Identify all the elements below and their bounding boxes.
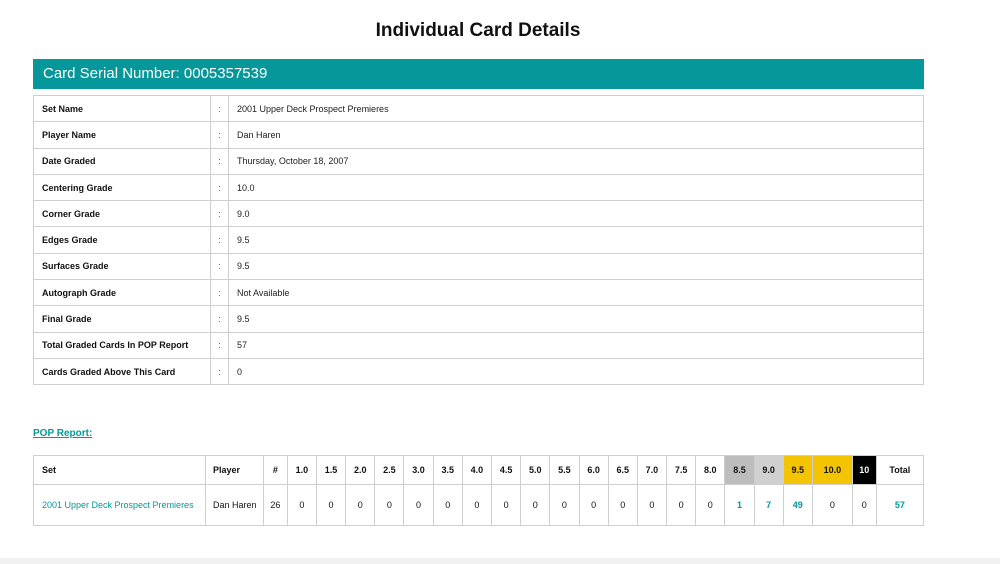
pop-header-cell: 3.0 — [404, 456, 433, 485]
pop-header-cell: 4.0 — [462, 456, 491, 485]
card-serial-header — [33, 59, 924, 89]
detail-value: Not Available — [229, 280, 924, 306]
detail-label: Set Name — [34, 96, 211, 122]
pop-header-cell: 2.5 — [375, 456, 404, 485]
pop-count: 0 — [696, 485, 725, 526]
detail-value: 9.5 — [229, 306, 924, 332]
detail-separator: : — [211, 280, 229, 306]
detail-label: Centering Grade — [34, 174, 211, 200]
detail-row — [34, 227, 924, 253]
pop-count: 0 — [375, 485, 404, 526]
detail-separator: : — [211, 358, 229, 384]
detail-label: Edges Grade — [34, 227, 211, 253]
pop-count-link[interactable]: 57 — [876, 485, 923, 526]
page-title: Individual Card Details — [375, 20, 581, 41]
pop-header-cell: 9.0 — [754, 456, 783, 485]
detail-row — [34, 201, 924, 227]
pop-count-link[interactable]: 49 — [783, 485, 812, 526]
detail-label: Date Graded — [34, 148, 211, 174]
pop-header-cell: 10 — [852, 456, 876, 485]
pop-count: 0 — [462, 485, 491, 526]
detail-label: Corner Grade — [34, 201, 211, 227]
pop-count-link[interactable]: 7 — [754, 485, 783, 526]
pop-header-cell: 5.0 — [521, 456, 550, 485]
detail-label: Cards Graded Above This Card — [34, 358, 211, 384]
detail-value: 9.0 — [229, 201, 924, 227]
card-details-table — [33, 95, 924, 385]
pop-header-cell: 2.0 — [346, 456, 375, 485]
pop-header-cell: 8.5 — [725, 456, 754, 485]
pop-count: 0 — [637, 485, 666, 526]
detail-row — [34, 174, 924, 200]
detail-row — [34, 280, 924, 306]
detail-label: Player Name — [34, 122, 211, 148]
pop-set-link[interactable]: 2001 Upper Deck Prospect Premieres — [34, 485, 206, 526]
detail-label: Final Grade — [34, 306, 211, 332]
pop-count: 0 — [812, 485, 852, 526]
serial-value: 0005357539 — [183, 65, 268, 82]
pop-report-table — [33, 455, 924, 526]
pop-header-cell: 1.5 — [316, 456, 345, 485]
detail-row — [34, 148, 924, 174]
pop-header-cell: 6.0 — [579, 456, 608, 485]
detail-row — [34, 96, 924, 122]
detail-value: 10.0 — [229, 174, 924, 200]
detail-separator: : — [211, 227, 229, 253]
pop-player-name: Dan Haren — [206, 485, 264, 526]
pop-header-cell: Set — [34, 456, 206, 485]
detail-value: Dan Haren — [229, 122, 924, 148]
pop-header-cell: Player — [206, 456, 264, 485]
detail-separator: : — [211, 174, 229, 200]
detail-separator: : — [211, 96, 229, 122]
pop-count: 0 — [667, 485, 696, 526]
pop-count: 0 — [316, 485, 345, 526]
detail-separator: : — [211, 306, 229, 332]
detail-value: 0 — [229, 358, 924, 384]
detail-row — [34, 358, 924, 384]
pop-header-cell: 8.0 — [696, 456, 725, 485]
serial-label: Card Serial Number: — [43, 65, 180, 82]
pop-count: 0 — [433, 485, 462, 526]
detail-row — [34, 253, 924, 279]
pop-header-cell: 3.5 — [433, 456, 462, 485]
detail-separator: : — [211, 253, 229, 279]
pop-header-cell: 9.5 — [783, 456, 812, 485]
pop-header-cell: 7.5 — [667, 456, 696, 485]
table-row — [34, 485, 924, 526]
pop-count: 0 — [346, 485, 375, 526]
pop-count: 0 — [852, 485, 876, 526]
pop-count-link[interactable]: 1 — [725, 485, 754, 526]
pop-header-cell: 10.0 — [812, 456, 852, 485]
detail-value: 9.5 — [229, 253, 924, 279]
detail-label: Total Graded Cards In POP Report — [34, 332, 211, 358]
pop-header-cell: 1.0 — [287, 456, 316, 485]
pop-card-number: 26 — [264, 485, 288, 526]
detail-value: 9.5 — [229, 227, 924, 253]
pop-header-cell: 4.5 — [491, 456, 520, 485]
pop-count: 0 — [287, 485, 316, 526]
detail-separator: : — [211, 201, 229, 227]
pop-header-cell: 7.0 — [637, 456, 666, 485]
detail-separator: : — [211, 122, 229, 148]
pop-header-cell: 6.5 — [608, 456, 637, 485]
detail-value: 2001 Upper Deck Prospect Premieres — [229, 96, 924, 122]
pop-count: 0 — [550, 485, 579, 526]
pop-count: 0 — [521, 485, 550, 526]
pop-header-cell: # — [264, 456, 288, 485]
pop-count: 0 — [404, 485, 433, 526]
detail-label: Surfaces Grade — [34, 253, 211, 279]
detail-row — [34, 332, 924, 358]
pop-header-cell: 5.5 — [550, 456, 579, 485]
pop-count: 0 — [579, 485, 608, 526]
detail-row — [34, 306, 924, 332]
detail-value: 57 — [229, 332, 924, 358]
pop-count: 0 — [491, 485, 520, 526]
detail-row — [34, 122, 924, 148]
page-bottom-strip — [0, 558, 1000, 564]
detail-separator: : — [211, 332, 229, 358]
pop-header-cell: Total — [876, 456, 923, 485]
detail-separator: : — [211, 148, 229, 174]
detail-value: Thursday, October 18, 2007 — [229, 148, 924, 174]
pop-report-link[interactable]: POP Report: — [33, 428, 93, 439]
detail-label: Autograph Grade — [34, 280, 211, 306]
pop-count: 0 — [608, 485, 637, 526]
